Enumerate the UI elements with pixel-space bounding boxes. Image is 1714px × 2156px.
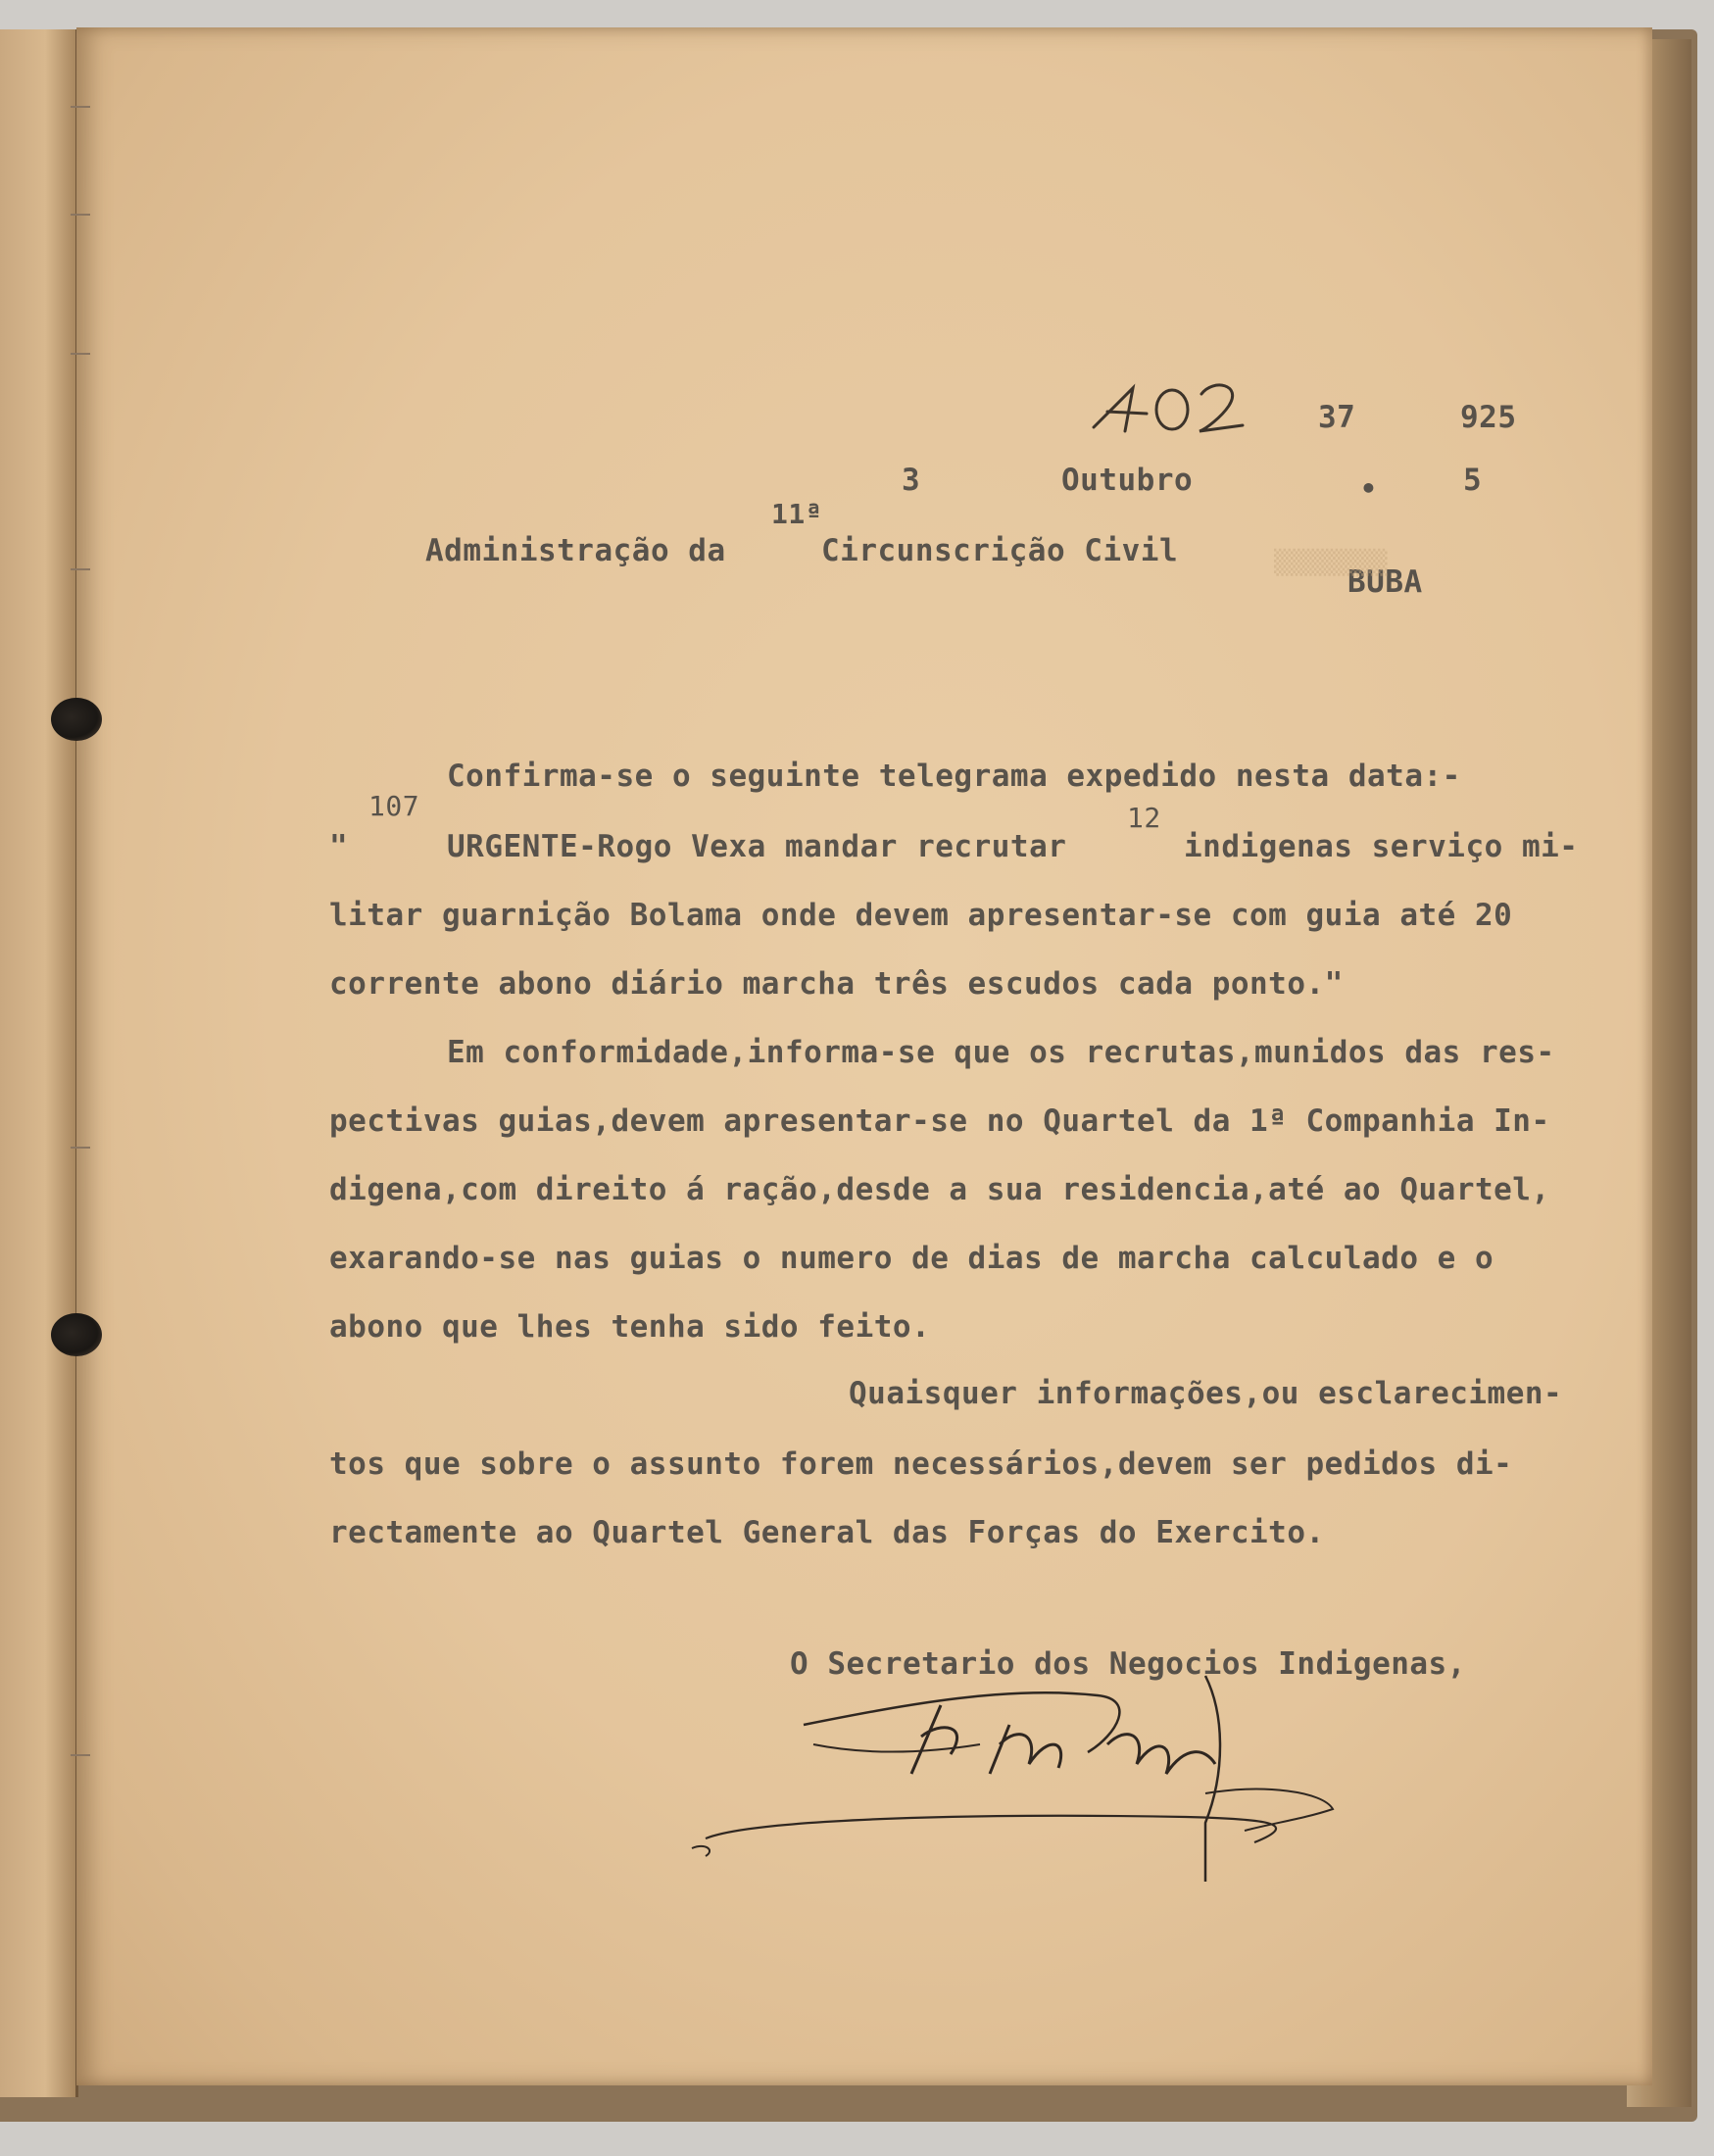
date-dot: • (1360, 472, 1378, 505)
body-line-5: Em conformidade,informa-se que os recrutas,munidos das res- (447, 1035, 1555, 1070)
binding-stitch (71, 1147, 90, 1149)
binding-stitch (71, 106, 90, 108)
body-line-2a: URGENTE-Rogo Vexa mandar recrutar (447, 829, 1067, 864)
number-a: 37 (1318, 400, 1356, 435)
left-page-edge (0, 29, 78, 2097)
body-line-2b: indigenas serviço mi- (1184, 829, 1579, 864)
reference-number: 107 (368, 790, 420, 822)
body-line-6: pectivas guias,devem apresentar-se no Quartel da 1ª Companhia In- (329, 1103, 1550, 1139)
binding-stitch (71, 568, 90, 570)
body-line-4: corrente abono diário marcha três escudos cada ponto." (329, 966, 1344, 1002)
body-line-9: abono que lhes tenha sido feito. (329, 1309, 931, 1345)
binding-stitch (71, 1754, 90, 1756)
binding-ring (51, 1313, 102, 1356)
place-name: BUBA (1347, 564, 1423, 600)
body-line-12: rectamente ao Quartel General das Forças do Exercito. (329, 1515, 1325, 1550)
bleed-through-text: ▒▒▒▒▒▒▒▒ (1274, 549, 1388, 576)
handwritten-signature (676, 1627, 1382, 1882)
administration-prefix: Administração da (425, 533, 726, 568)
body-line-7: digena,com direito á ração,desde a sua residencia,até ao Quartel, (329, 1172, 1550, 1207)
date-day: 3 (902, 463, 921, 498)
body-line-3: litar guarnição Bolama onde devem apresentar-se com guia até 20 (329, 898, 1513, 933)
binding-stitch (71, 353, 90, 355)
quote-mark: " (329, 829, 349, 864)
signature-title: O Secretario dos Negocios Indigenas, (790, 1646, 1466, 1682)
binding-stitch (71, 214, 90, 216)
quantity-superscript: 12 (1127, 802, 1161, 834)
body-line-8: exarando-se nas guias o numero de dias de marcha calculado e o (329, 1241, 1494, 1276)
handwritten-archive-number (1086, 370, 1252, 449)
body-line-1: Confirma-se o seguinte telegrama expedido nesta data:- (447, 759, 1461, 794)
date-year-digit: 5 (1463, 463, 1483, 498)
date-month: Outubro (1061, 463, 1194, 498)
body-line-10: Quaisquer informações,ou esclarecimen- (849, 1376, 1563, 1411)
circumscription: Circunscrição Civil (821, 533, 1179, 568)
superscript-11a: 11ª (771, 498, 823, 530)
number-b: 925 (1460, 400, 1517, 435)
binding-ring (51, 698, 102, 741)
body-line-11: tos que sobre o assunto forem necessários,devem ser pedidos di- (329, 1446, 1513, 1482)
